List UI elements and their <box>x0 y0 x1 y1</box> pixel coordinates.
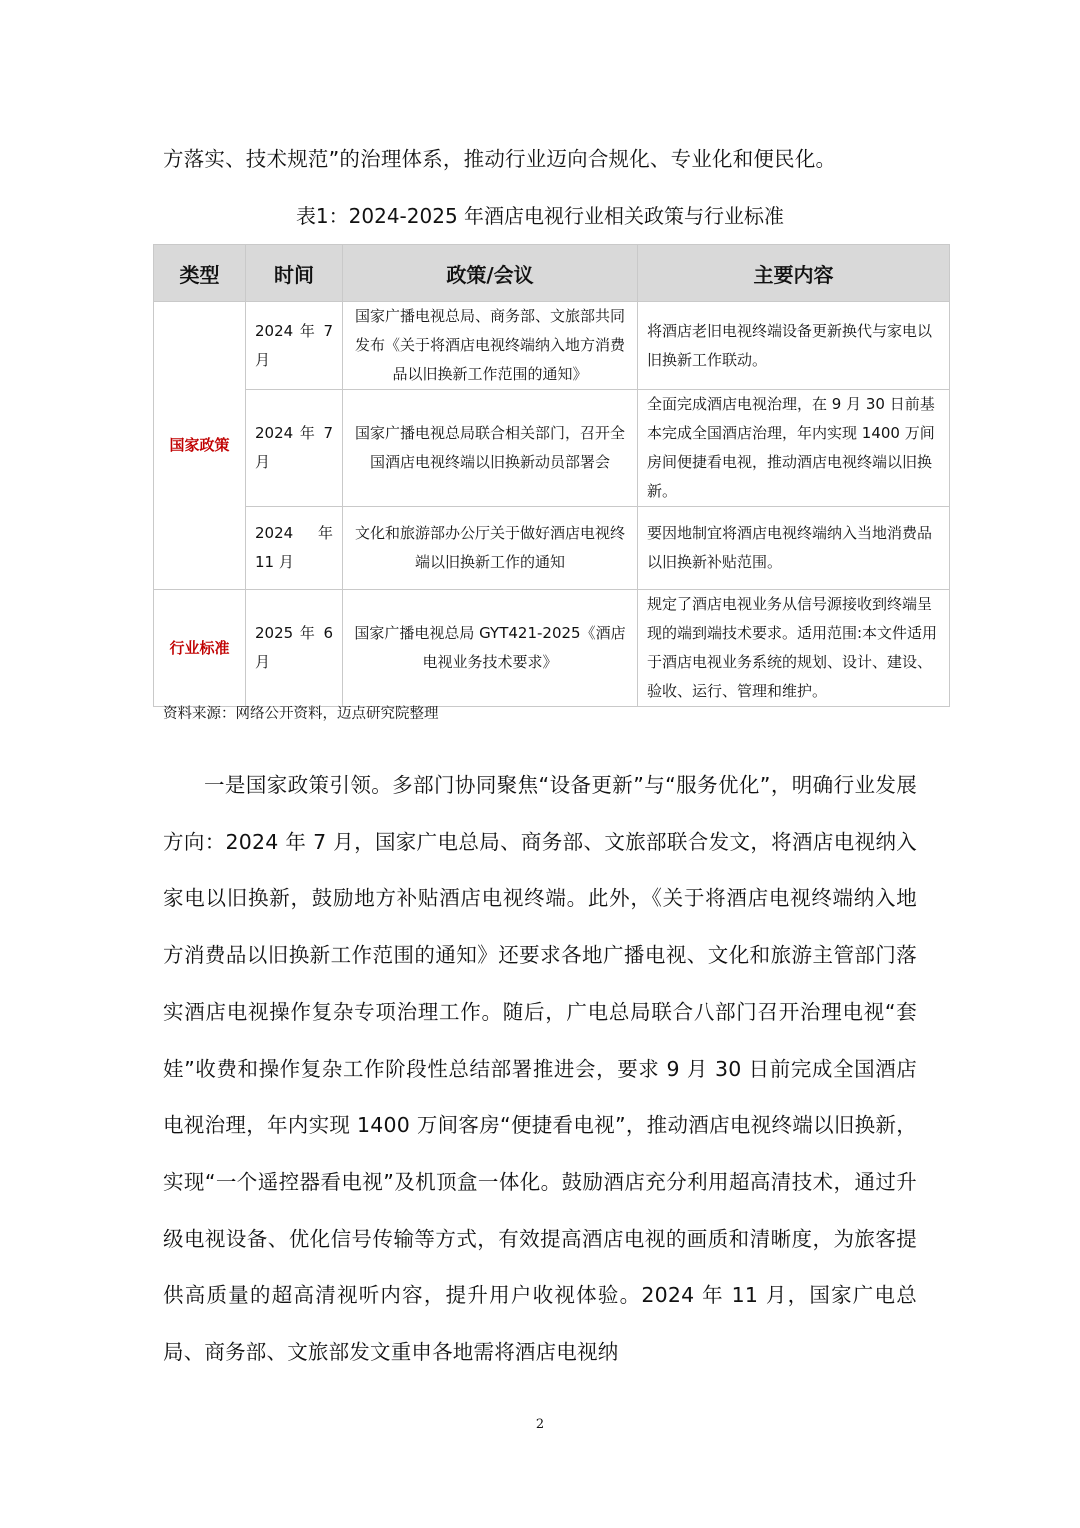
row-content: 全面完成酒店电视治理，在 9 月 30 日前基本完成全国酒店治理，年内实现 1400 万间房间便捷看电视，推动酒店电视终端以旧换新。 <box>638 390 950 507</box>
row-content: 要因地制宜将酒店电视终端纳入当地消费品以旧换新补贴范围。 <box>638 507 950 590</box>
main-paragraph: 一是国家政策引领。多部门协同聚焦“设备更新”与“服务优化”，明确行业发展方向：2024 年 7 月，国家广电总局、商务部、文旅部联合发文，将酒店电视纳入家电以旧换新，鼓励地方补贴酒店电视终端。此外，《关于将酒店电视终端纳入地方消费品以旧换新工作范围的通知》还要求各地广播电视、文化和旅游主管部门落实酒店电视操作复杂专项治理工作。随后，广电总局联合八部门召开治理电视“套娃”收费和操作复杂工作阶段性总结部署推进会，要求 9 月 30 日前完成全国酒店电视治理，年内实现 1400 万间客房“便捷看电视”，推动酒店电视终端以旧换新，实现“一个遥控器看电视”及机顶盒一体化。鼓励酒店充分利用超高清技术，通过升级电视设备、优化信号传输等方式，有效提高酒店电视的画质和清晰度，为旅客提供高质量的超高清视听内容，提升用户收视体验。2024 年 11 月，国家广电总局、商务部、文旅部发文重申各地需将酒店电视纳 <box>163 773 917 1365</box>
row-time: 2024 年 7 月 <box>246 302 343 390</box>
table-row <box>154 390 950 507</box>
page-number: 2 <box>535 1417 545 1432</box>
row-time: 2024 年 7 月 <box>246 390 343 507</box>
table-row <box>154 590 950 707</box>
source-note: 资料来源：网络公开资料，迈点研究院整理 <box>163 706 439 722</box>
row-time: 2024 年 11 月 <box>246 507 343 590</box>
intro-paragraph: 方落实、技术规范”的治理体系，推动行业迈向合规化、专业化和便民化。 <box>163 147 837 171</box>
table-header-row <box>154 245 950 302</box>
header-time: 时间 <box>246 245 343 302</box>
table-caption: 表1：2024-2025 年酒店电视行业相关政策与行业标准 <box>295 204 785 228</box>
row-policy: 国家广播电视总局联合相关部门，召开全国酒店电视终端以旧换新动员部署会 <box>343 390 638 507</box>
row-policy: 文化和旅游部办公厅关于做好酒店电视终端以旧换新工作的通知 <box>343 507 638 590</box>
row-content: 将酒店老旧电视终端设备更新换代与家电以旧换新工作联动。 <box>638 302 950 390</box>
header-content: 主要内容 <box>638 245 950 302</box>
row-policy: 国家广播电视总局 GYT421-2025《酒店电视业务技术要求》 <box>343 590 638 707</box>
row-time: 2025 年 6 月 <box>246 590 343 707</box>
row-policy: 国家广播电视总局、商务部、文旅部共同发布《关于将酒店电视终端纳入地方消费品以旧换新工作范围的通知》 <box>343 302 638 390</box>
policy-table <box>153 244 950 707</box>
row-content: 规定了酒店电视业务从信号源接收到终端呈现的端到端技术要求。适用范围:本文件适用于酒店电视业务系统的规划、设计、建设、验收、运行、管理和维护。 <box>638 590 950 707</box>
category-national-policy: 国家政策 <box>154 302 246 590</box>
category-industry-standard: 行业标准 <box>154 590 246 707</box>
table-row <box>154 302 950 390</box>
header-type: 类型 <box>154 245 246 302</box>
header-policy: 政策/会议 <box>343 245 638 302</box>
table-row <box>154 507 950 590</box>
